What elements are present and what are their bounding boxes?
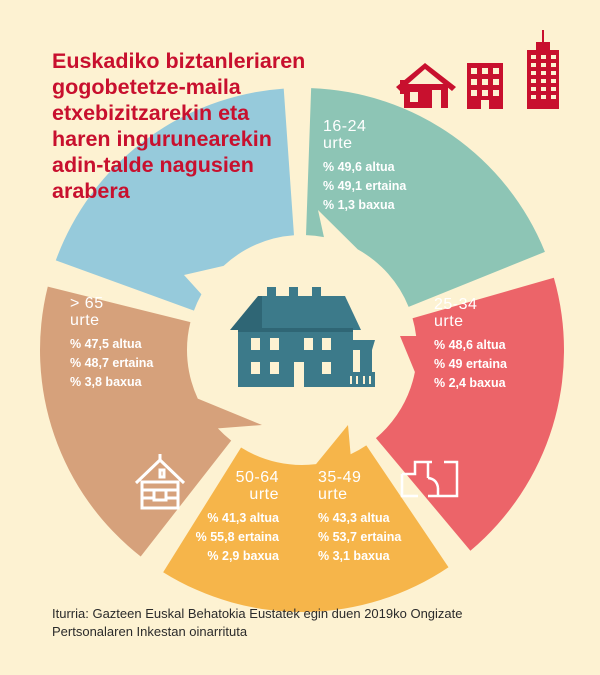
page-title: Euskadiko biztanleriaren gogobetetze-maila etxebizitzarekin eta haren ingurunearekin adin-talde nagusien arabera bbox=[52, 49, 306, 203]
age-unit-label: urte bbox=[323, 135, 353, 152]
source-note: Iturria: Gazteen Euskal Behatokia Eustatek egin duen 2019ko Ongizate Pertsonalaren Inkestan oinarrituta bbox=[52, 606, 463, 639]
skyscraper-icon bbox=[527, 30, 559, 109]
age-unit-label: urte bbox=[434, 313, 464, 330]
satisfaction-value: % 1,3 baxua bbox=[323, 198, 395, 212]
segment-label-3 bbox=[181, 470, 279, 566]
age-group-label: 25-34 bbox=[434, 296, 478, 313]
age-group-label: 16-24 bbox=[323, 118, 367, 135]
satisfaction-value: % 47,5 altua bbox=[70, 337, 142, 351]
segment-label-2 bbox=[318, 470, 401, 566]
satisfaction-value: % 55,8 ertaina bbox=[195, 530, 279, 544]
segment-label-0 bbox=[323, 119, 406, 215]
age-unit-label: urte bbox=[318, 486, 348, 503]
satisfaction-value: % 3,1 baxua bbox=[318, 549, 390, 563]
apartment-building-icon bbox=[467, 63, 503, 109]
satisfaction-value: % 49,6 altua bbox=[323, 160, 395, 174]
age-group-label: 35-49 bbox=[318, 469, 362, 486]
satisfaction-value: % 53,7 ertaina bbox=[318, 530, 402, 544]
center-house-icon bbox=[230, 287, 375, 387]
house-icon bbox=[396, 63, 456, 108]
age-group-label: 50-64 bbox=[235, 469, 279, 486]
satisfaction-value: % 48,7 ertaina bbox=[70, 356, 154, 370]
satisfaction-value: % 43,3 altua bbox=[318, 511, 390, 525]
age-unit-label: urte bbox=[249, 486, 279, 503]
satisfaction-value: % 2,4 baxua bbox=[434, 376, 506, 390]
satisfaction-value: % 48,6 altua bbox=[434, 338, 506, 352]
segment-label-4 bbox=[70, 296, 153, 392]
satisfaction-value: % 49,1 ertaina bbox=[323, 179, 407, 193]
age-group-label: > 65 bbox=[70, 295, 104, 312]
satisfaction-value: % 41,3 altua bbox=[207, 511, 279, 525]
age-unit-label: urte bbox=[70, 312, 100, 329]
satisfaction-value: % 3,8 baxua bbox=[70, 375, 142, 389]
segment-label-1 bbox=[434, 297, 507, 393]
satisfaction-value: % 2,9 baxua bbox=[207, 549, 279, 563]
satisfaction-value: % 49 ertaina bbox=[434, 357, 507, 371]
